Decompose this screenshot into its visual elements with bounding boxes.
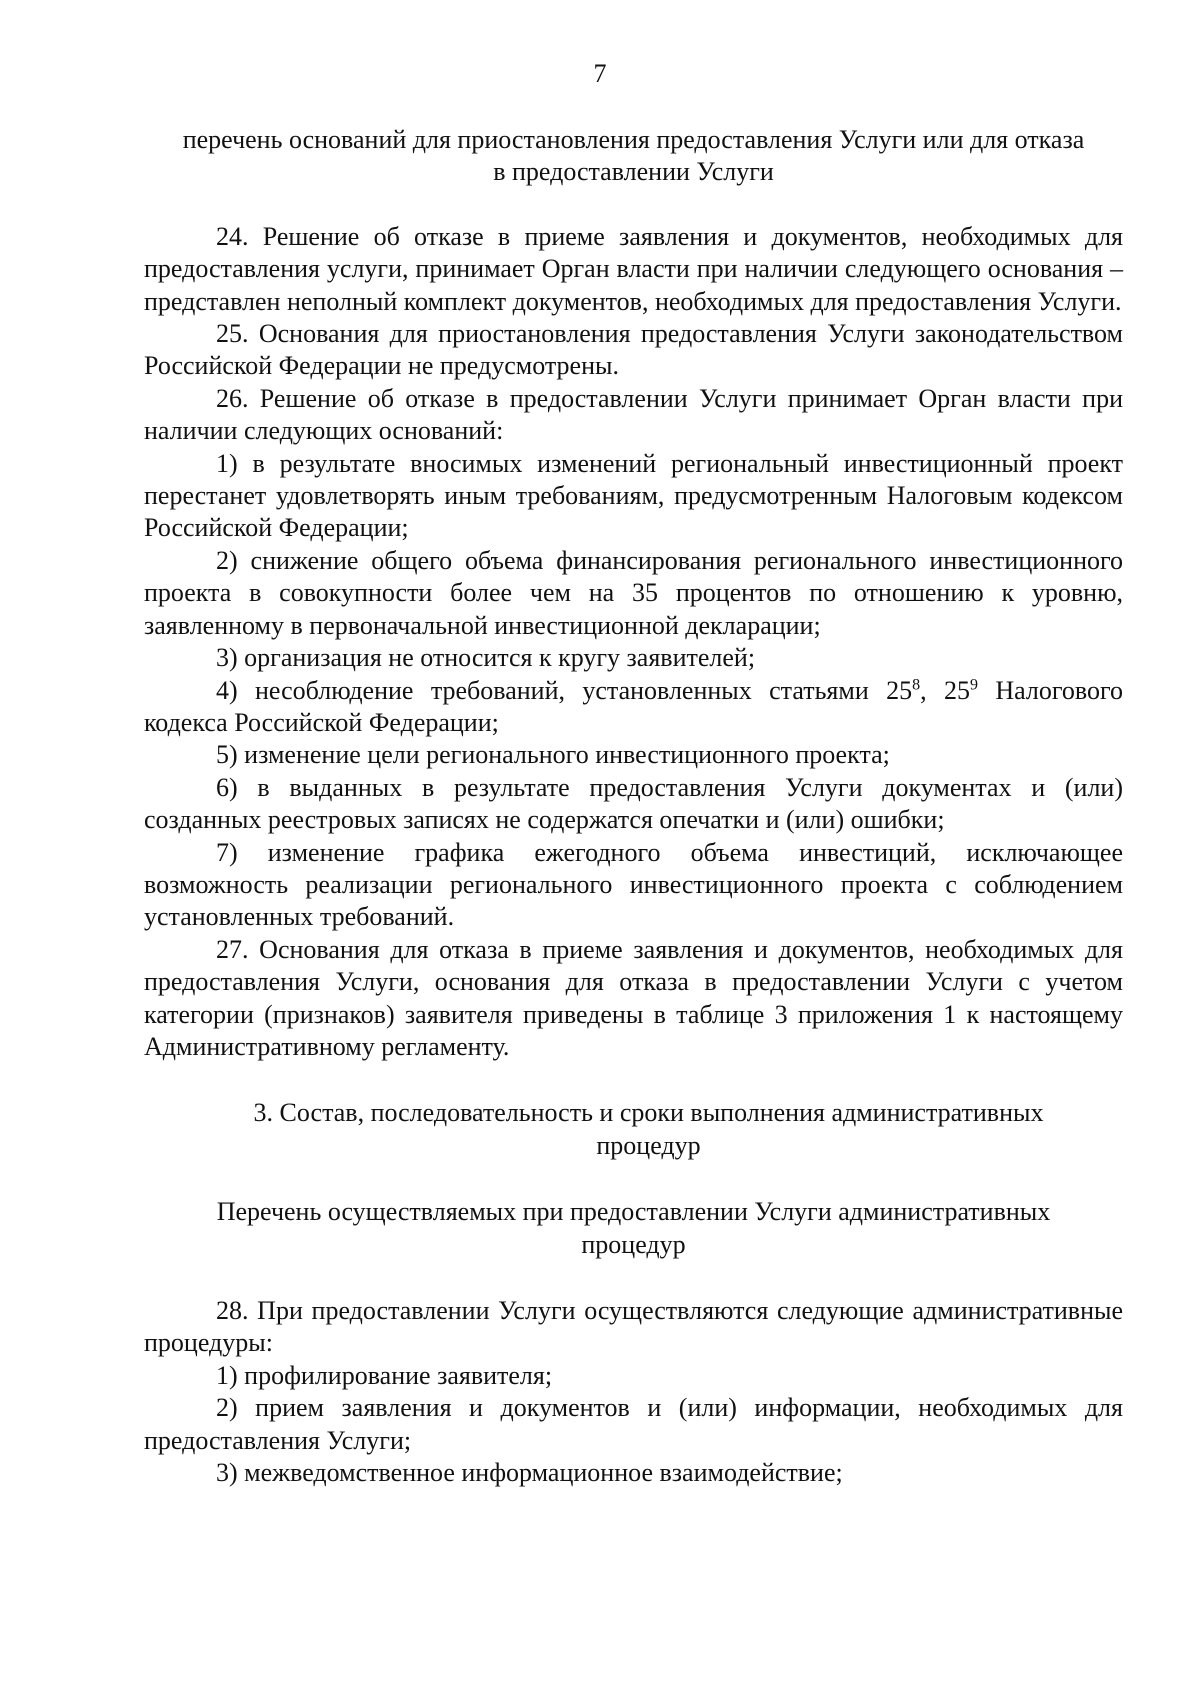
spacer (144, 1063, 1123, 1097)
superscript-9: 9 (970, 675, 978, 693)
list-item-26-1: 1) в результате вносимых изменений региональный инвестиционный проект перестанет удовлетворять иным требованиям, предусмотренным Налоговым кодексом Российской Федерации; (144, 448, 1123, 543)
list-item-26-2: 2) снижение общего объема финансирования регионального инвестиционного проекта в совокупности более чем на 35 процентов по отношению к уровню, заявленному в первоначальной инвестиционной декларации; (144, 545, 1123, 640)
spacer (144, 1162, 1123, 1196)
page-number: 7 (593, 59, 607, 88)
paragraph-28: 28. При предоставлении Услуги осуществляются следующие административные процедуры: (144, 1296, 1123, 1358)
paragraph-25: 25. Основания для приостановления предоставления Услуги законодательством Российской Федерации не предусмотрены. (144, 319, 1123, 381)
list-item-26-4-start: 4) несоблюдение требований, установленных статьями 25 (216, 675, 913, 705)
paragraph-26: 26. Решение об отказе в предоставлении Услуги принимает Орган власти при наличии следующих оснований: (144, 383, 1123, 446)
paragraph-24: 24. Решение об отказе в приеме заявления и документов, необходимых для предоставления услуги, принимает Орган власти при наличии следующего основания – представлен неполный комплект документов, необходимых для предоставления Услуги. (144, 221, 1123, 316)
document-body (144, 124, 1123, 1489)
section-heading-3: 3. Состав, последовательность и сроки выполнения административных процедур (253, 1098, 1044, 1160)
list-item-26-4 (144, 675, 1123, 740)
subsection-heading-grounds: перечень оснований для приостановления предоставления Услуги или для отказа в предоставлении Услуги (182, 125, 1085, 187)
list-item-26-3: 3) организация не относится к кругу заявителей; (216, 643, 756, 673)
list-item-26-4-end: Налогового кодекса Российской Федерации; (144, 675, 1124, 737)
list-item-26-4-middle: , 25 (920, 675, 970, 705)
subsection-heading-procedures: Перечень осуществляемых при предоставлении Услуги административных процедур (216, 1197, 1051, 1259)
list-item-28-3: 3) межведомственное информационное взаимодействие; (216, 1458, 843, 1488)
list-item-28-2: 2) прием заявления и документов и (или) информации, необходимых для предоставления Услуги; (144, 1393, 1123, 1455)
list-item-26-5: 5) изменение цели регионального инвестиционного проекта; (216, 740, 890, 770)
list-item-28-1: 1) профилирование заявителя; (216, 1360, 553, 1390)
list-item-26-6: 6) в выданных в результате предоставления Услуги документах и (или) созданных реестровых записях не содержатся опечатки и (или) ошибки; (144, 772, 1123, 835)
list-item-26-7: 7) изменение графика ежегодного объема инвестиций, исключающее возможность реализации регионального инвестиционного проекта с соблюдением установленных требований. (144, 837, 1123, 932)
superscript-8: 8 (912, 675, 921, 693)
spacer (144, 1261, 1123, 1295)
paragraph-27: 27. Основания для отказа в приеме заявления и документов, необходимых для предоставления Услуги, основания для отказа в предоставлении Услуги с учетом категории (признаков) заявителя приведены в таблице 3 приложения 1 к настоящему Административному регламенту. (144, 934, 1123, 1061)
spacer (144, 189, 1123, 221)
